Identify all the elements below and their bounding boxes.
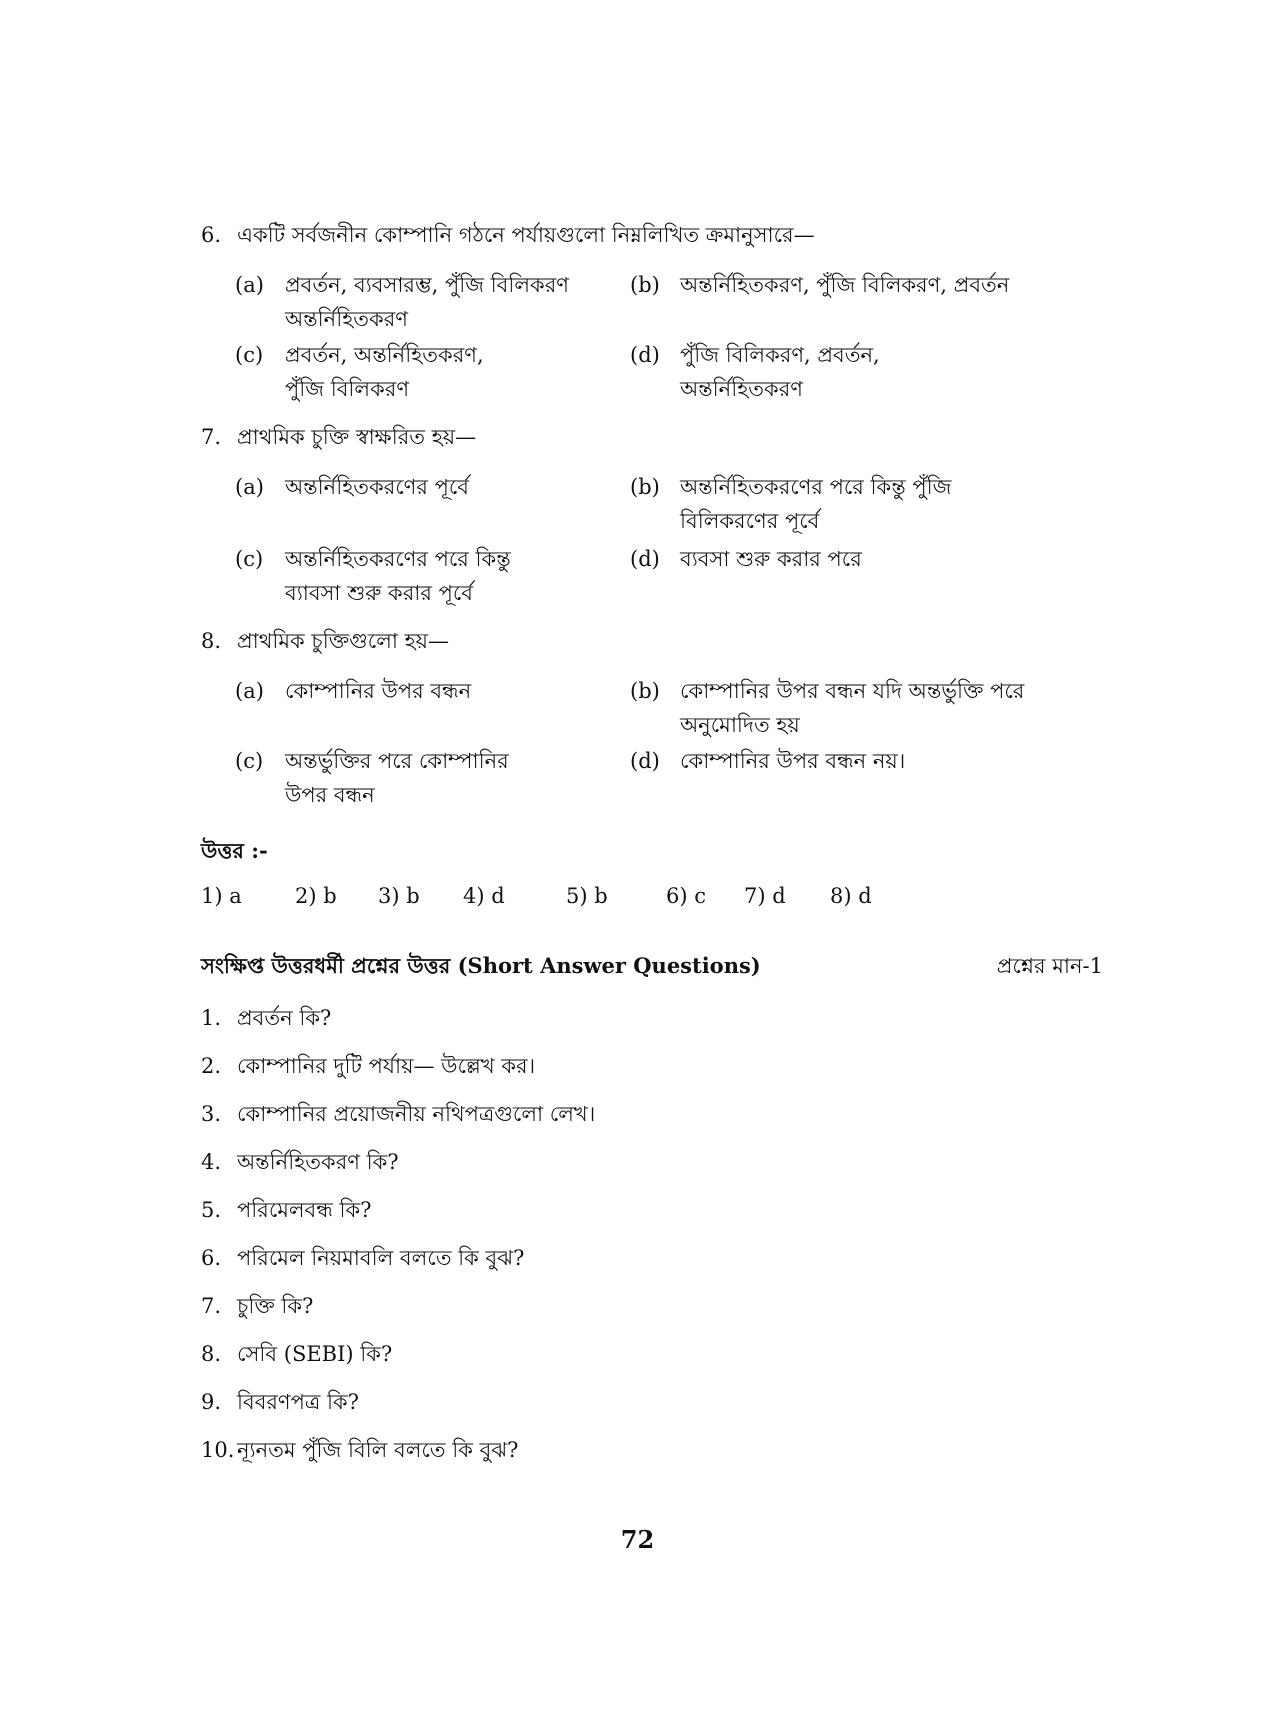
answer-item: 7) d — [744, 884, 786, 908]
question-text: সেবি (SEBI) কি? — [237, 1342, 393, 1366]
option-text: ব্যবসা শুরু করার পরে — [680, 547, 862, 571]
option-text: অন্তর্ভুক্তির পরে কোম্পানির উপর বন্ধন — [285, 749, 509, 807]
question-text: কোম্পানির দুটি পর্যায়— উল্লেখ কর। — [237, 1054, 536, 1078]
option-label: (c) — [235, 343, 264, 367]
answer-item: 6) c — [666, 884, 706, 908]
question-text: পরিমেল নিয়মাবলি বলতে কি বুঝ? — [237, 1246, 525, 1270]
question-number: 8. — [201, 1342, 222, 1366]
question-number: 10. — [201, 1438, 235, 1462]
question-text: একটি সর্বজনীন কোম্পানি গঠনে পর্যায়গুলো নিম্নলিখিত ক্রমানুসারে— — [237, 223, 815, 247]
option-text: কোম্পানির উপর বন্ধন — [285, 679, 472, 703]
option-text: প্রবর্তন, অন্তর্নিহিতকরণ, পুঁজি বিলিকরণ — [285, 343, 484, 401]
option-label: (c) — [235, 749, 264, 773]
page-number: 72 — [620, 1525, 655, 1554]
short-question-4 — [201, 1146, 399, 1181]
option-label: (d) — [630, 749, 660, 773]
question-text: প্রাথমিক চুক্তি স্বাক্ষরিত হয়— — [237, 425, 477, 449]
option-text: অন্তর্নিহিতকরণের পরে কিন্তু পুঁজি বিলিকরণের পূর্বে — [680, 475, 952, 533]
answer-item: 8) d — [830, 884, 872, 908]
option-label: (b) — [630, 475, 660, 499]
answer-item: 4) d — [463, 884, 505, 908]
short-question-5 — [201, 1194, 372, 1229]
short-question-9 — [201, 1386, 359, 1421]
option-text: কোম্পানির উপর বন্ধন নয়। — [680, 749, 906, 773]
question-text: প্রবর্তন কি? — [237, 1006, 332, 1030]
question-number: 6. — [201, 223, 222, 247]
question-number: 8. — [201, 629, 222, 653]
question-number: 9. — [201, 1390, 222, 1414]
short-question-2 — [201, 1050, 535, 1085]
short-question-3 — [201, 1098, 595, 1133]
question-number: 4. — [201, 1150, 222, 1174]
question-number: 5. — [201, 1198, 222, 1222]
option-text: অন্তর্নিহিতকরণের পূর্বে — [285, 475, 469, 499]
question-text: ন্যূনতম পুঁজি বিলি বলতে কি বুঝ? — [237, 1438, 519, 1462]
answer-item: 1) a — [201, 884, 242, 908]
option-label: (a) — [235, 679, 264, 703]
question-text: বিবরণপত্র কি? — [237, 1390, 359, 1414]
question-number: 6. — [201, 1246, 222, 1270]
section-title: সংক্ষিপ্ত উত্তরধর্মী প্রশ্নের উত্তর (Short Answer Questions) — [201, 953, 761, 978]
option-text: প্রবর্তন, ব্যবসারম্ভ, পুঁজি বিলিকরণ অন্তর্নিহিতকরণ — [285, 273, 569, 331]
option-label: (d) — [630, 547, 660, 571]
question-number: 7. — [201, 425, 222, 449]
short-question-7 — [201, 1290, 313, 1325]
mcq-question-8 — [201, 624, 449, 658]
question-number: 1. — [201, 1006, 222, 1030]
answer-item: 5) b — [566, 884, 608, 908]
question-text: পরিমেলবন্ধ কি? — [237, 1198, 372, 1222]
option-text: অন্তর্নিহিতকরণ, পুঁজি বিলিকরণ, প্রবর্তন — [680, 273, 1010, 297]
question-number: 7. — [201, 1294, 222, 1318]
option-label: (a) — [235, 273, 264, 297]
mcq-question-6 — [201, 218, 815, 252]
mcq-question-7 — [201, 420, 476, 454]
short-question-1 — [201, 1002, 331, 1037]
answer-item: 3) b — [378, 884, 420, 908]
question-text: অন্তর্নিহিতকরণ কি? — [237, 1150, 399, 1174]
short-question-10 — [201, 1434, 518, 1469]
short-question-6 — [201, 1242, 524, 1277]
option-label: (a) — [235, 475, 264, 499]
question-text: কোম্পানির প্রয়োজনীয় নথিপত্রগুলো লেখ। — [237, 1102, 596, 1126]
question-text: প্রাথমিক চুক্তিগুলো হয়— — [237, 629, 450, 653]
option-label: (d) — [630, 343, 660, 367]
short-question-8 — [201, 1338, 392, 1373]
question-number: 3. — [201, 1102, 222, 1126]
section-marks: প্রশ্নের মান-1 — [996, 954, 1103, 978]
option-text: পুঁজি বিলিকরণ, প্রবর্তন, অন্তর্নিহিতকরণ — [680, 343, 880, 401]
question-text: চুক্তি কি? — [237, 1294, 314, 1318]
option-text: কোম্পানির উপর বন্ধন যদি অন্তর্ভুক্তি পরে অনুমোদিত হয় — [680, 679, 1025, 737]
answer-item: 2) b — [295, 884, 337, 908]
option-text: অন্তর্নিহিতকরণের পরে কিন্তু ব্যাবসা শুরু করার পূর্বে — [285, 547, 511, 605]
option-label: (b) — [630, 273, 660, 297]
option-label: (c) — [235, 547, 264, 571]
answer-heading: উত্তর :- — [201, 838, 268, 863]
question-number: 2. — [201, 1054, 222, 1078]
option-label: (b) — [630, 679, 660, 703]
